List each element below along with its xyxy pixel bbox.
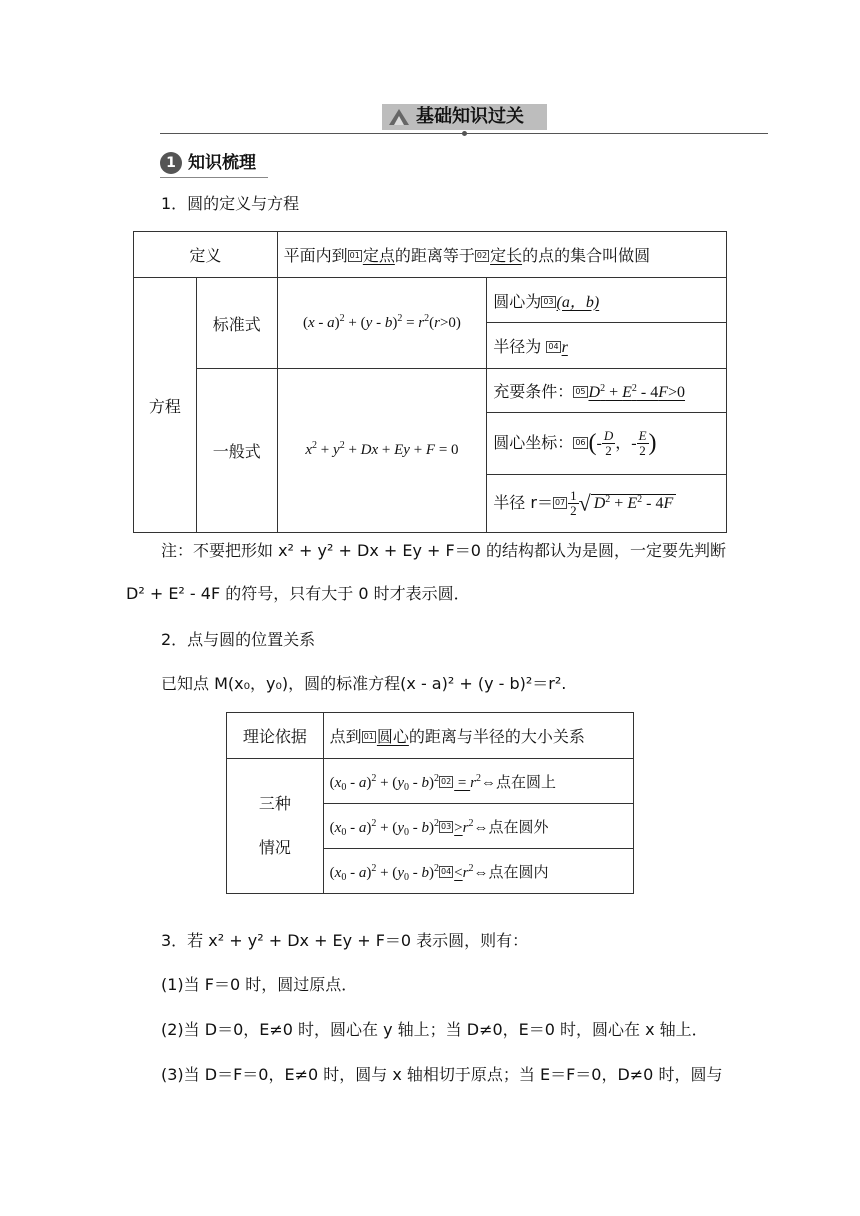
case-outside-circle: $(x_0 - a)^2 + (y_0 - b)^2$ $03 >r^2\Leftrightarrow$点在圆外 [323, 804, 633, 849]
standard-form-formula: $(x - a)^2 + (y - b)^2 = r^2(r>0)$ [277, 278, 487, 369]
case-on-circle: $(x_0 - a)^2 + (y_0 - b)^2$ $02 = r^2\Leftrightarrow$点在圆上 [323, 759, 633, 804]
general-form-formula: $x^2 + y^2 + Dx + Ey + F = 0$ [277, 369, 487, 533]
radius-cell: 半径为 04 r [487, 323, 727, 369]
theory-header: 理论依据 [227, 713, 324, 759]
center-cell: 圆心为 03 (a，b) [487, 278, 727, 323]
number-badge-icon: 1 [160, 152, 182, 174]
definition-text: 平面内到 01 定点的距离等于 02 定长的点的集合叫做圆 [277, 232, 726, 278]
note-line-1: 注：不要把形如 x² + y² + Dx + Ey + F＝0 的结构都认为是圆，一定要先判断 [161, 541, 727, 560]
triangle-icon [387, 107, 411, 127]
heading-2: 2．点与圆的位置关系 [161, 630, 316, 649]
heading-1: 1．圆的定义与方程 [161, 194, 300, 213]
case-inside-circle: $(x_0 - a)^2 + (y_0 - b)^2$ $04 <r^2\Leftrightarrow$点在圆内 [323, 849, 633, 894]
banner-title: 基础知识过关 [416, 106, 524, 127]
section-underline [160, 177, 268, 178]
note-line-2: D² + E² - 4F 的符号，只有大于 0 时才表示圆． [126, 584, 470, 603]
given-statement: 已知点 M(x₀，y₀)，圆的标准方程(x - a)² + (y - b)²＝r². [161, 674, 567, 693]
banner-box [382, 104, 547, 130]
section-title: 知识梳理 [188, 153, 256, 173]
paragraph-2: (2)当 D＝0，E≠0 时，圆心在 y 轴上；当 D≠0，E＝0 时，圆心在 x 轴上． [161, 1020, 708, 1039]
condition-cell: 充要条件： 05 $D^2 + E^2 - 4F>0$ [487, 369, 727, 413]
section-banner [160, 100, 770, 140]
definition-label: 定义 [134, 232, 278, 278]
circle-equation-table [133, 231, 727, 533]
paragraph-3: (3)当 D＝F＝0，E≠0 时，圆与 x 轴相切于原点；当 E＝F＝0，D≠0 时，圆与 [161, 1065, 723, 1084]
section-heading [160, 150, 270, 178]
standard-form-label: 标准式 [196, 278, 277, 369]
equation-label: 方程 [134, 278, 197, 533]
radius-formula-cell: 半径 r＝ 07 $\frac{1}{2}$ √ $D^2 + E^2 - 4F$ [487, 475, 727, 533]
relation-header: 点到 01 圆心的距离与半径的大小关系 [323, 713, 633, 759]
heading-3: 3．若 x² + y² + Dx + Ey + F＝0 表示圆，则有： [161, 931, 529, 950]
point-circle-table [226, 712, 634, 894]
three-cases-label: 三种 情况 [227, 759, 324, 894]
general-form-label: 一般式 [196, 369, 277, 533]
center-coordinate-cell: 圆心坐标： 06 (- $\frac{D}{2}$ ，- $\frac{E}{2}$ ) [487, 413, 727, 475]
banner-dot [462, 131, 467, 136]
paragraph-1: (1)当 F＝0 时，圆过原点． [161, 975, 358, 994]
